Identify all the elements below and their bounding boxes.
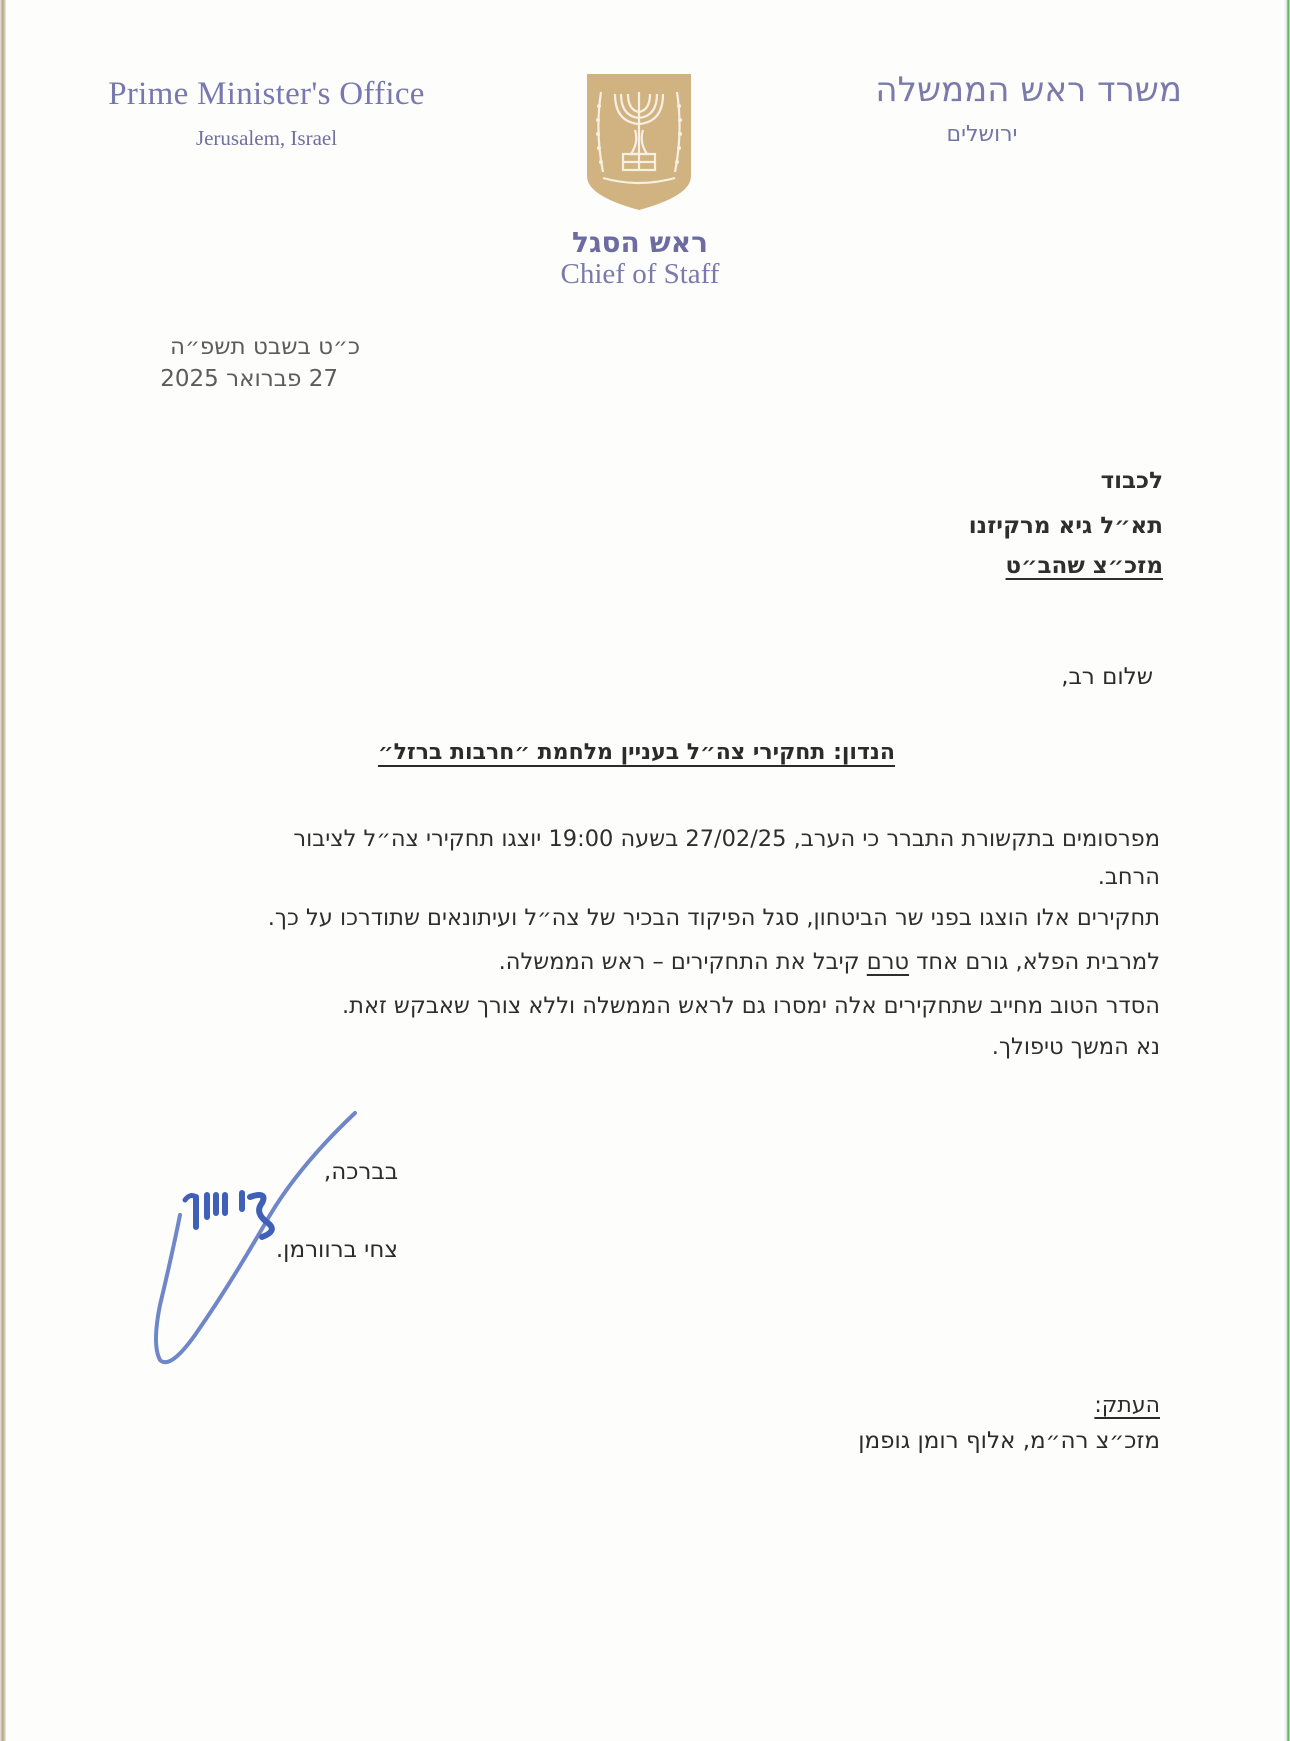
- body-line-1: מפרסומים בתקשורת התברר כי הערב, 27/02/25 בשעה 19:00 יוצגו תחקירי צה״ל לציבור: [293, 826, 1160, 852]
- state-of-israel-emblem-icon: [583, 72, 695, 212]
- recipient-name: תא״ל גיא מרקיזנו: [968, 513, 1163, 539]
- letterhead-org-english: Prime Minister's Office: [108, 76, 425, 112]
- greeting: שלום רב,: [1061, 664, 1153, 690]
- emphasized-word: טרם: [866, 949, 909, 975]
- letterhead-city-english: Jerusalem, Israel: [195, 126, 338, 150]
- body-line-6: נא המשך טיפולך.: [991, 1034, 1160, 1060]
- cc-label: העתק:: [1094, 1393, 1160, 1418]
- letterhead-org-hebrew: משרד ראש הממשלה: [875, 70, 1182, 110]
- paper-left-edge: [0, 0, 6, 1741]
- closing: בברכה,: [323, 1159, 398, 1185]
- paper-right-edge: [1284, 0, 1290, 1741]
- recipient-title: מזכ״צ שהב״ט: [1005, 553, 1163, 579]
- body-line-4: [499, 949, 1160, 975]
- body-line-3: תחקירים אלו הוצגו בפני שר הביטחון, סגל הפיקוד הבכיר של צה״ל ועיתונאים שתודרכו על כך.: [267, 905, 1160, 931]
- recipient-salutation: לכבוד: [1100, 468, 1163, 494]
- position-title-hebrew: ראש הסגל: [572, 226, 708, 259]
- body-line-2: הרחב.: [1097, 864, 1160, 890]
- body-line-5: הסדר הטוב מחייב שתחקירים אלה ימסרו גם לראש הממשלה וללא צורך שאבקש זאת.: [342, 993, 1160, 1019]
- letterhead-city-hebrew: ירושלים: [946, 122, 1018, 147]
- date-hebrew: כ״ט בשבט תשפ״ה: [170, 334, 360, 360]
- subject-line: הנדון: תחקירי צה״ל בעניין מלחמת ״חרבות ברזל״: [377, 740, 895, 765]
- date-gregorian: 27 פברואר 2025: [160, 366, 338, 392]
- position-title-english: Chief of Staff: [560, 258, 720, 290]
- body-line-4-end: קיבל את התחקירים – ראש הממשלה.: [498, 949, 867, 975]
- body-line-4-start: למרבית הפלא, גורם אחד: [909, 949, 1160, 975]
- cc-recipient: מזכ״צ רה״מ, אלוף רומן גופמן: [858, 1428, 1160, 1454]
- signer-name: צחי ברוורמן.: [275, 1237, 398, 1263]
